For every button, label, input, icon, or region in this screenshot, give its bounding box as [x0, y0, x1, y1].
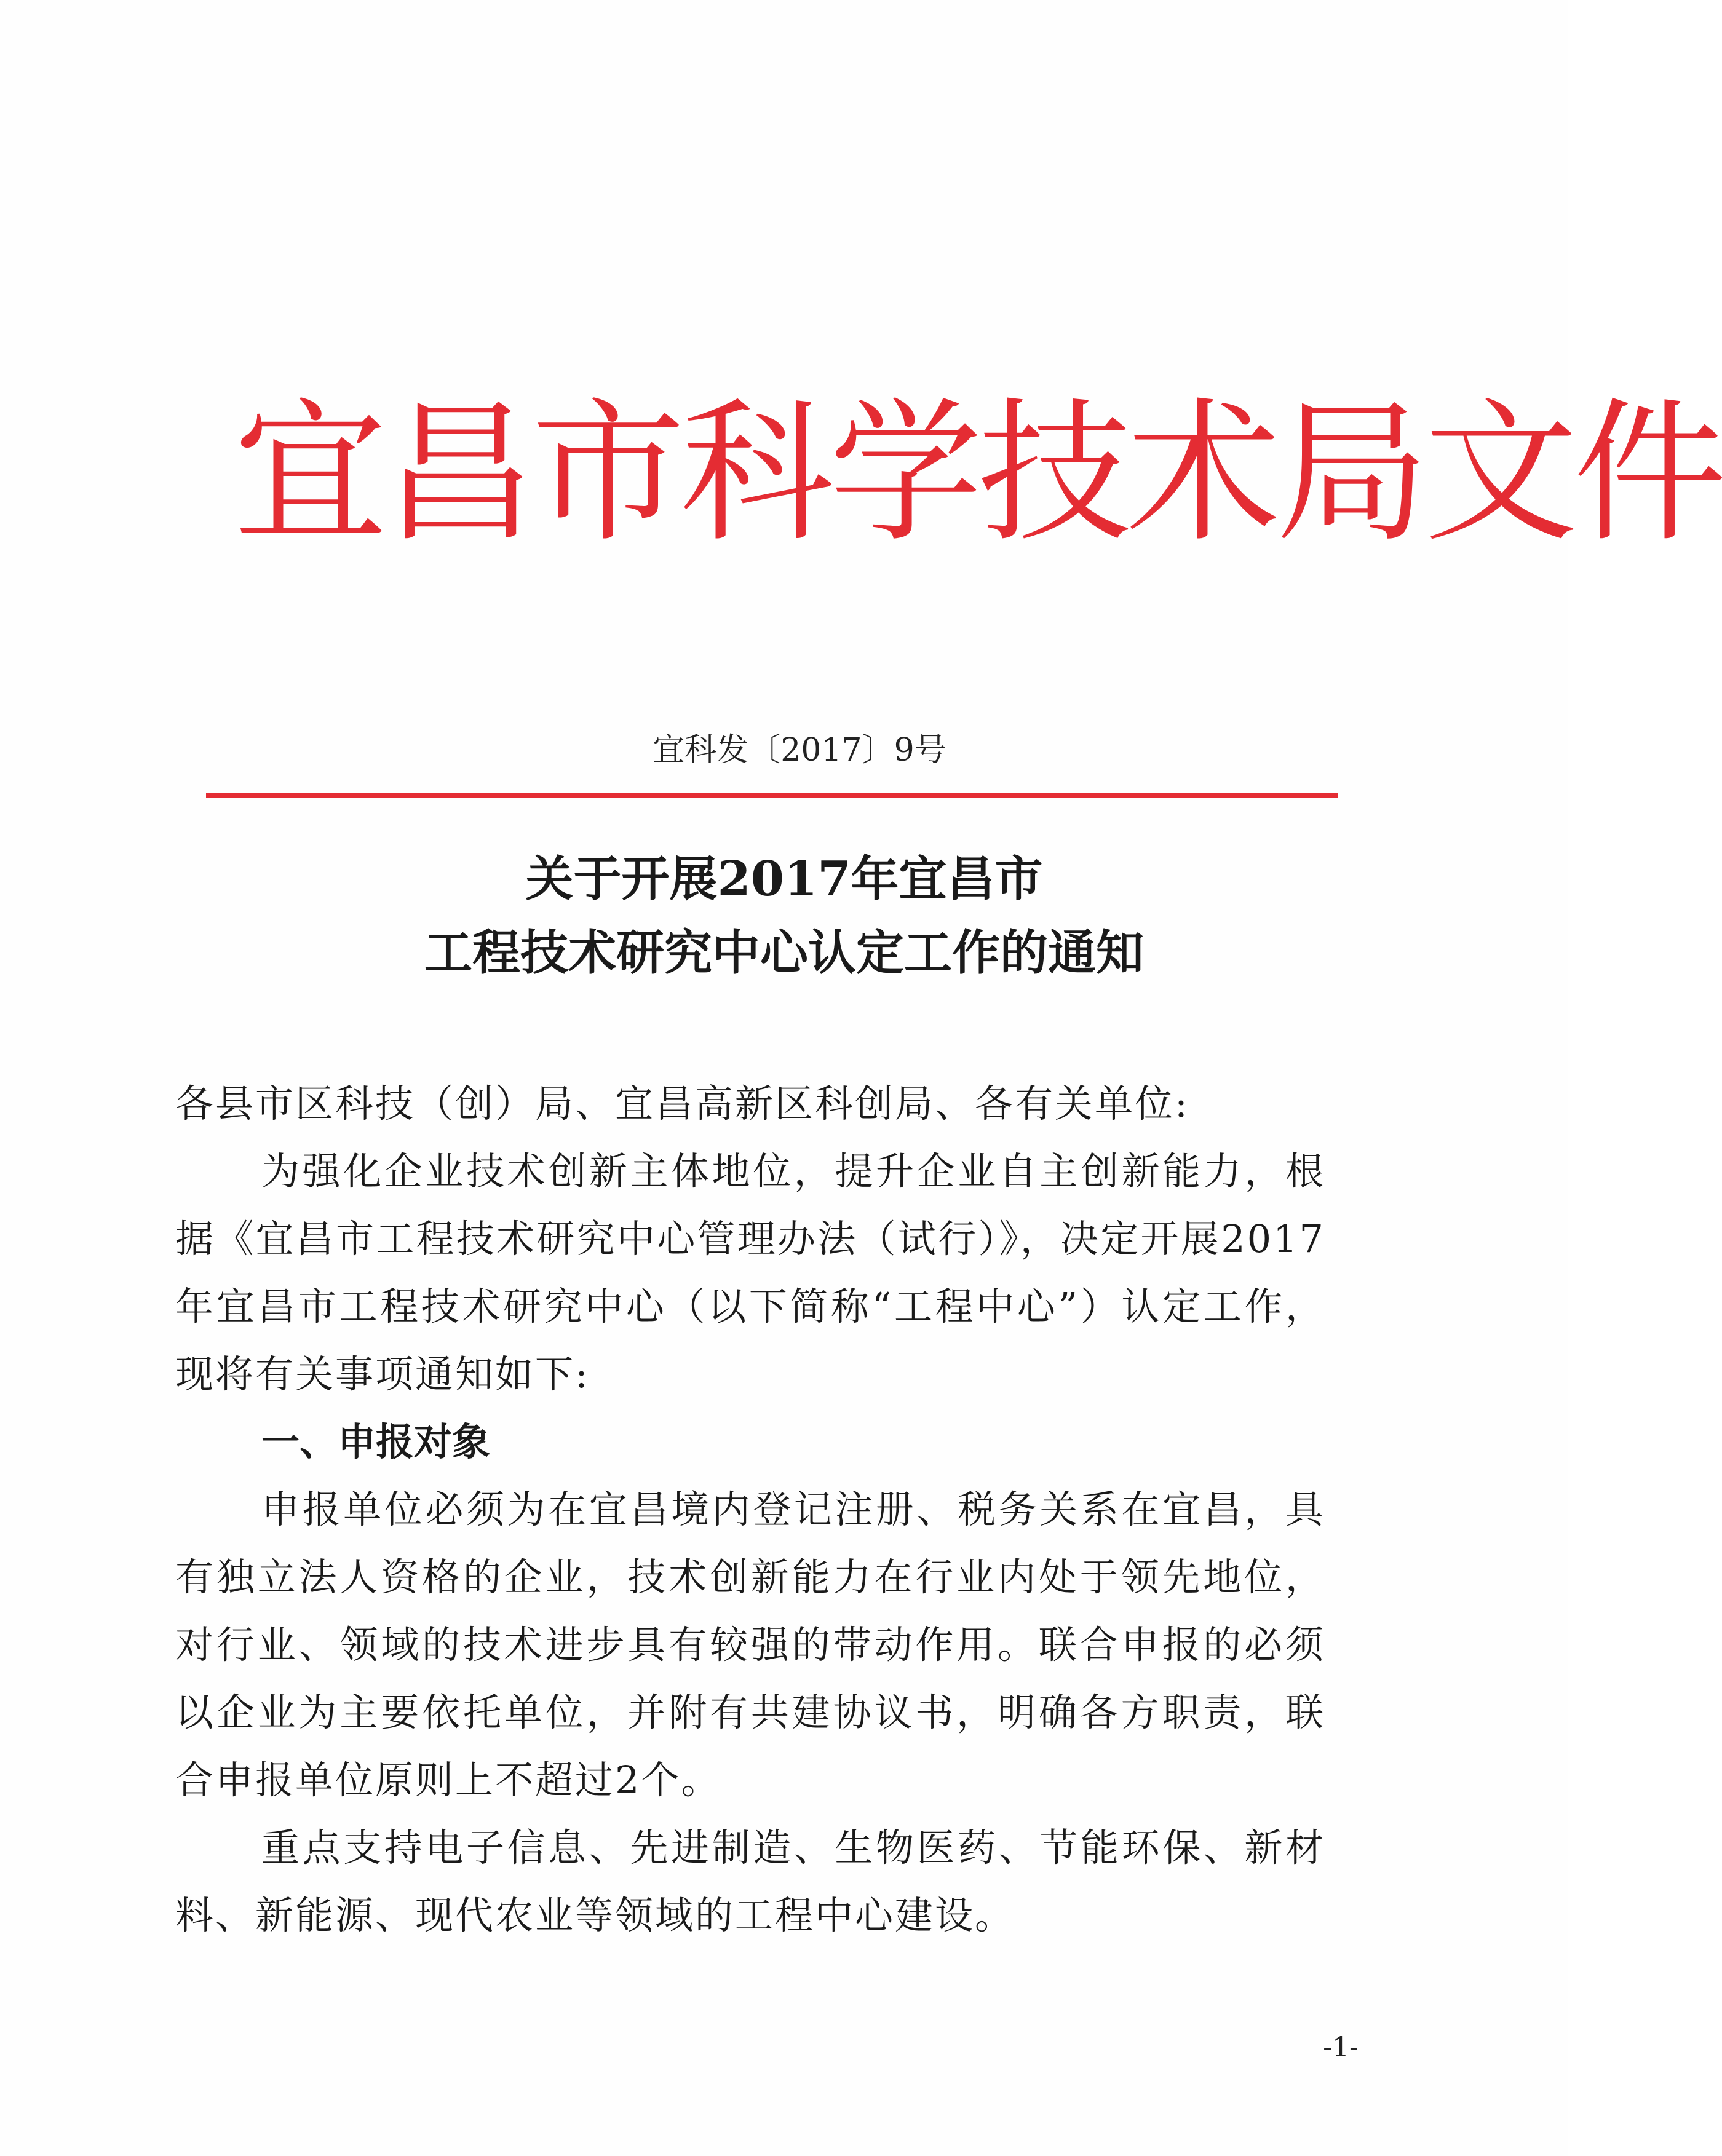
section1-paragraph-1: 申报单位必须为在宜昌境内登记注册、税务关系在宜昌，具有独立法人资格的企业，技术创新能力在行业内处于领先地位，对行业、领域的技术进步具有较强的带动作用。联合申报的必须以企业为主要依托单位，并附有共建协议书，明确各方职责，联合申报单位原则上不超过2个。 — [175, 1487, 1325, 1802]
document-number: 宜科发〔2017〕9号 — [653, 732, 946, 769]
section1-paragraph-2: 重点支持电子信息、先进制造、生物医药、节能环保、新材料、新能源、现代农业等领域的工程中心建设。 — [175, 1825, 1325, 1938]
intro-paragraph: 为强化企业技术创新主体地位，提升企业自主创新能力，根据《宜昌市工程技术研究中心管理办法（试行）》，决定开展2017年宜昌市工程技术研究中心（以下简称“工程中心”）认定工作，现将有关事项通知如下: — [175, 1149, 1325, 1397]
notice-title-line1: 关于开展2017年宜昌市 — [525, 851, 1043, 907]
addressee: 各县市区科技（创）局、宜昌高新区科创局、各有关单位: — [175, 1081, 1189, 1126]
red-divider-line — [206, 793, 1338, 798]
page-number: -1- — [1323, 2032, 1359, 2063]
masthead-title: 宜昌市科学技术局文件 — [234, 384, 1722, 563]
section-heading-1: 一、申报对象 — [261, 1419, 491, 1464]
notice-title — [246, 842, 1322, 990]
notice-title-line2: 工程技术研究中心认定工作的通知 — [424, 925, 1144, 981]
notice-body — [175, 1070, 1325, 1949]
